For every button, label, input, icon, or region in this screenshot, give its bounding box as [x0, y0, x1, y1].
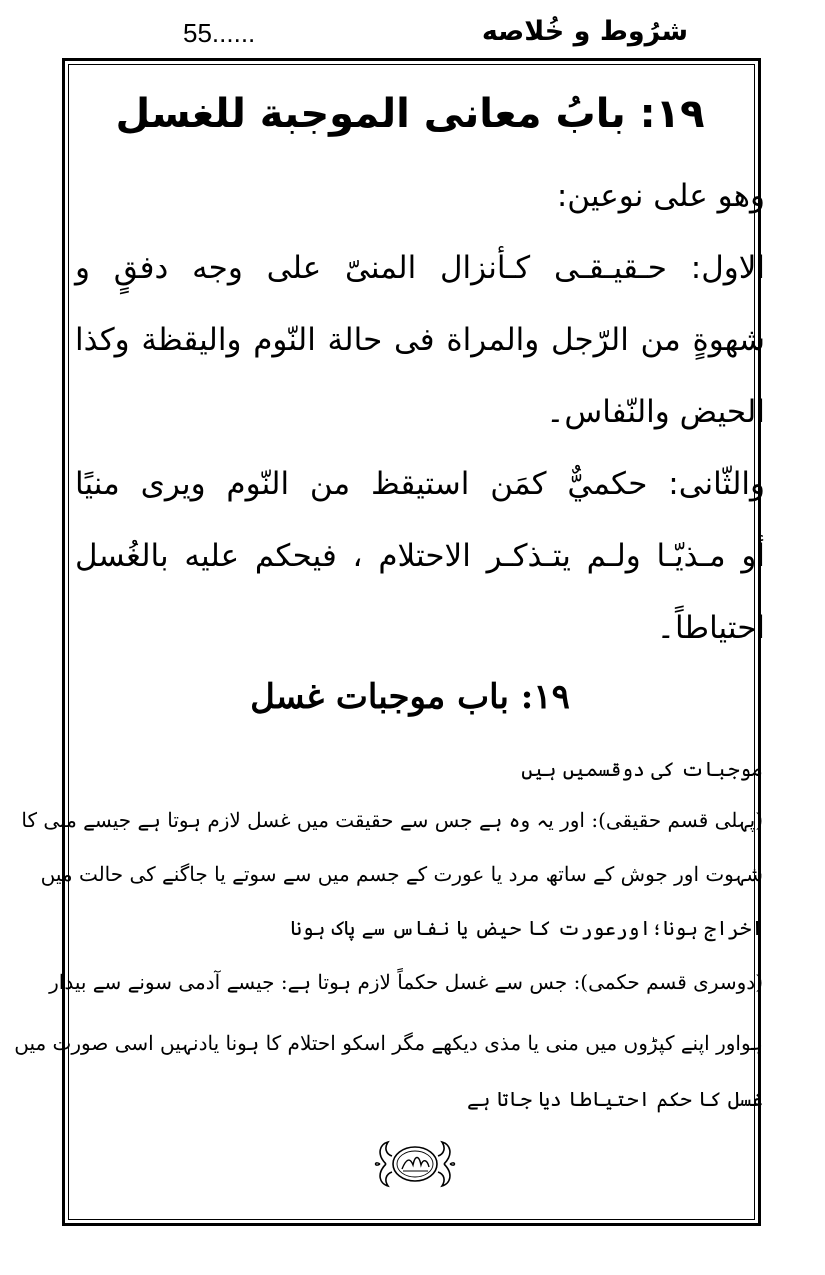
urdu-second-type-line-1: (دوسری قسم حکمی): جس سے غسل حکماً لازم ہوتا ہے: جیسے آدمی سونے سے بیدار — [49, 970, 763, 994]
urdu-second-type-line-2: ہواور اپنے کپڑوں میں منی یا مذی دیکھے مگر اسکو احتلام کا ہونا یادنہیں اسی صورت میں — [14, 1031, 763, 1055]
arabic-first-type-line-1: الاول: حـقيـقـى كـأنزال المنىّ على وجه دفقٍ و — [75, 250, 765, 286]
urdu-first-type-line-2: شہوت اور جوش کے ساتھ مرد یا عورت کے جسم میں سے سوتے یا جاگنے کی حالت میں — [40, 862, 763, 886]
urdu-second-type-line-3: غسل کا حکم احتیاطا دیا جاتا ہے — [467, 1087, 763, 1111]
page-number: 55...... — [183, 18, 256, 48]
arabic-first-type-line-2: شهوةٍ من الرّجل والمراة فى حالة النّوم واليقظة وكذا — [75, 322, 765, 358]
arabic-second-type-line-1: والثّانى: حكميٌّ كمَن استيقظ من النّوم ويرى منيًا — [75, 466, 765, 502]
page-header — [0, 0, 825, 56]
urdu-first-type-line-1: (پہلی قسم حقیقی): اور یہ وہ ہے جس سے حقیقت میں غسل لازم ہوتا ہے جیسے منی کا — [21, 808, 763, 832]
urdu-intro: موجبات کی دوقسمیں ہیں — [521, 757, 763, 781]
book-title: شرُوط و خُلاصه — [481, 16, 688, 47]
arabic-chapter-title: ١٩: بابُ معانى الموجبة للغسل — [115, 91, 705, 137]
arabic-second-type-line-3: احتياطاً۔ — [656, 610, 765, 646]
urdu-chapter-title: ١٩: باب موجبات غسل — [250, 677, 570, 717]
arabic-first-type-line-3: الحيض والنّفاس۔ — [546, 394, 765, 430]
arabic-intro: وهو على نوعين: — [556, 178, 765, 214]
urdu-first-type-line-3: اخراج ہونا؛اورعورت کا حیض یا نفاس سے پاک ہونا — [290, 916, 763, 940]
ornament-seal-icon — [372, 1138, 458, 1190]
arabic-second-type-line-2: أو مـذيّـا ولـم يتـذكـر الاحتلام ، فيحكم عليه بالغُسل — [75, 538, 765, 574]
